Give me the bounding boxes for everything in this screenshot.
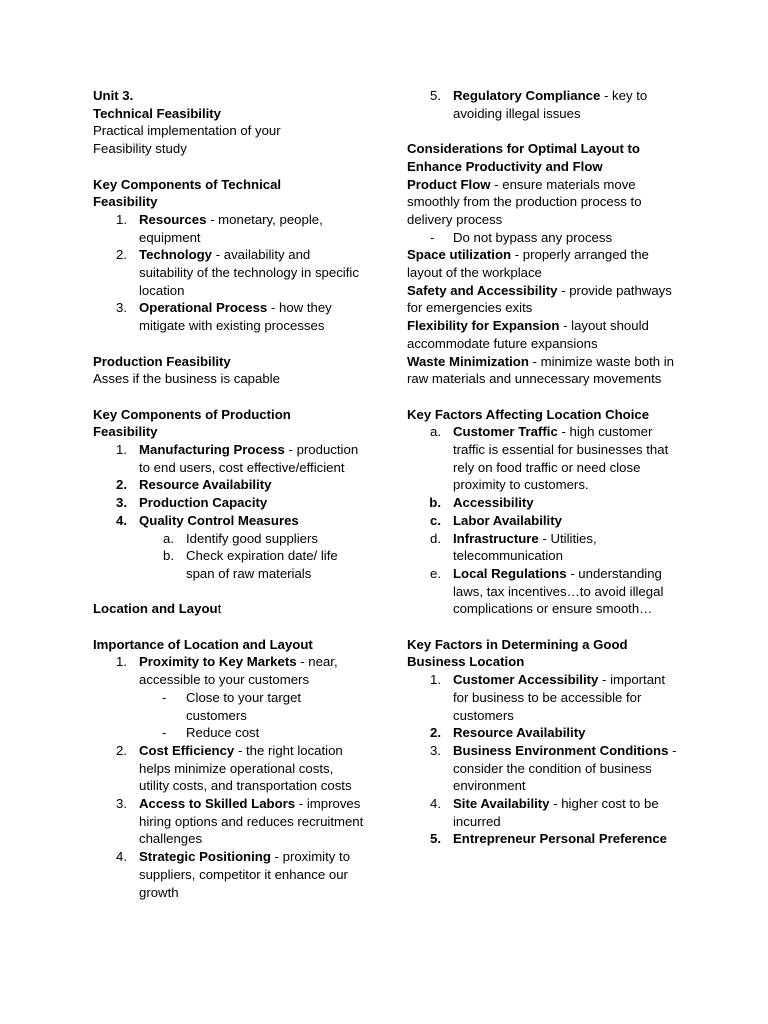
item-desc: - key to avoiding illegal issues [453, 88, 648, 121]
list-item: 4. Quality Control Measures [116, 512, 299, 528]
item-term: Production Capacity [139, 495, 268, 511]
item-term: Strategic Positioning [139, 849, 271, 865]
item-desc: - consider the condition of business environment [453, 742, 677, 794]
sub-list-item: b. Check expiration date/ life span of raw materials [163, 548, 338, 581]
list-item: 5. Entrepreneur Personal Preference [430, 831, 668, 847]
list-item: 2. Technology - availability and suitability of the technology in specific location [116, 247, 359, 298]
item-desc: - high customer traffic is essential for businesses that rely on food traffic or need close proximity to customers. [453, 424, 669, 493]
sub-list-item: - Reduce cost [162, 725, 260, 741]
key-prod-heading-line-2: Feasibility [93, 424, 158, 440]
unit-heading: Unit 3. [93, 88, 134, 103]
list-item: 3. Operational Process - how they mitigate with existing processes [116, 300, 332, 334]
item-desc: - near, accessible to your customers [139, 654, 338, 688]
item-desc: - production to end users, cost effective/efficient [139, 442, 359, 475]
item-term: Manufacturing Process [139, 442, 285, 458]
consideration-item: Space utilization - properly arranged the layout of the workplace [407, 247, 649, 281]
list-item: 5. Regulatory Compliance - key to avoiding illegal issues [430, 88, 648, 121]
sub-list-item: - Do not bypass any process [430, 229, 613, 245]
key-tech-heading-line-1: Key Components of Technical [93, 176, 282, 192]
consideration-item: Safety and Accessibility - provide pathways for emergencies exits [407, 282, 672, 316]
item-desc: - understanding laws, tax incentives…to avoid illegal complications or ensure smooth… [453, 565, 664, 617]
sub-item-text: Close to your target customers [186, 689, 302, 723]
list-item: e. Local Regulations - understanding laws, tax incentives…to avoid illegal complications or ensure smooth… [430, 565, 664, 617]
factors-heading: Key Factors Affecting Location Choice [407, 406, 650, 422]
consideration-item: Waste Minimization - minimize waste both in raw materials and unnecessary movements [407, 353, 674, 387]
item-term: Resource Availability [139, 477, 272, 493]
item-desc: - important for business to be accessible for customers [453, 672, 666, 723]
item-term: Site Availability [453, 796, 550, 812]
item-term: Regulatory Compliance [453, 88, 601, 103]
item-term: Entrepreneur Personal Preference [453, 831, 668, 847]
production-feasibility-desc: Asses if the business is capable [93, 371, 280, 387]
sub-item-text: Reduce cost [186, 725, 260, 741]
technical-feasibility-desc-line-1: Practical implementation of your [93, 123, 281, 139]
item-term: Resource Availability [453, 725, 586, 741]
list-item: c. Labor Availability [430, 512, 562, 528]
list-item: 1. Manufacturing Process - production to end users, cost effective/efficient [116, 442, 359, 475]
list-item: 3. Access to Skilled Labors - improves hiring options and reduces recruitment challenges [116, 796, 364, 847]
technical-feasibility-heading: Technical Feasibility [93, 105, 222, 121]
location-layout-heading: Location and Layout [93, 601, 222, 617]
list-item: 3. Business Environment Conditions - consider the condition of business environment [430, 742, 677, 794]
item-term: Accessibility [453, 495, 534, 511]
right-column [407, 87, 682, 848]
item-desc: - proximity to suppliers, competitor it enhance our growth [139, 849, 351, 900]
list-item: 2. Resource Availability [430, 725, 586, 741]
item-desc: - improves hiring options and reduces recruitment challenges [139, 796, 364, 847]
consideration-item: Flexibility for Expansion - layout should accommodate future expansions [407, 318, 649, 351]
item-term: Technology [139, 247, 213, 263]
item-term: Proximity to Key Markets [139, 654, 297, 670]
list-item: d. Infrastructure - Utilities, telecommunication [430, 530, 597, 564]
item-desc: - monetary, people, equipment [139, 211, 323, 245]
sub-list-item: - Close to your target customers [162, 689, 302, 723]
item-desc: - how they mitigate with existing processes [139, 300, 332, 334]
item-term: Customer Accessibility [453, 672, 599, 688]
list-item: 1. Customer Accessibility - important for business to be accessible for customers [430, 672, 666, 723]
item-term: Customer Traffic [453, 424, 558, 440]
list-item: 2. Resource Availability [116, 477, 272, 493]
list-item: a. Customer Traffic - high customer traffic is essential for businesses that rely on food traffic or need close proximity to customers. [430, 424, 669, 493]
sub-item-text: Do not bypass any process [453, 229, 613, 245]
item-term: Operational Process [139, 300, 268, 316]
sub-item-text: Identify good suppliers [186, 530, 318, 546]
item-term: Resources [139, 211, 207, 227]
item-desc: - the right location helps minimize operational costs, utility costs, and transportation costs [139, 742, 352, 794]
sub-item-text: Check expiration date/ life span of raw materials [186, 548, 338, 581]
considerations-heading: Considerations for Optimal Layout to Enhance Productivity and Flow [407, 141, 640, 174]
item-desc: - higher cost to be incurred [453, 796, 659, 829]
list-item: 4. Site Availability - higher cost to be incurred [430, 796, 659, 829]
good-location-heading: Key Factors in Determining a Good Business Location [407, 636, 628, 670]
consideration-item: Product Flow - ensure materials move smoothly from the production process to delivery process [407, 176, 642, 227]
sub-list-item: a. Identify good suppliers [163, 530, 318, 546]
item-term: Access to Skilled Labors [139, 796, 296, 812]
list-item: 3. Production Capacity [116, 495, 268, 511]
technical-feasibility-desc-line-2: Feasibility study [93, 141, 187, 157]
item-term: Labor Availability [453, 512, 562, 528]
list-item: 1. Proximity to Key Markets - near, accessible to your customers [116, 654, 338, 688]
list-item: 2. Cost Efficiency - the right location helps minimize operational costs, utility costs, and transportation costs [116, 742, 352, 794]
key-prod-heading-line-1: Key Components of Production [93, 406, 291, 422]
item-term: Quality Control Measures [139, 512, 299, 528]
left-column [93, 87, 365, 901]
item-term: Business Environment Conditions [453, 742, 669, 758]
item-desc: - availability and suitability of the technology in specific location [139, 247, 359, 298]
item-term: Cost Efficiency [139, 742, 235, 758]
list-item: 4. Strategic Positioning - proximity to suppliers, competitor it enhance our growth [116, 849, 351, 900]
item-desc: - Utilities, telecommunication [453, 530, 597, 564]
item-term: Local Regulations [453, 565, 567, 581]
importance-heading: Importance of Location and Layout [93, 636, 313, 652]
list-item: b. Accessibility [429, 495, 534, 511]
production-feasibility-heading: Production Feasibility [93, 353, 231, 369]
list-item: 1. Resources - monetary, people, equipment [116, 211, 323, 245]
key-tech-heading-line-2: Feasibility [93, 194, 158, 210]
item-term: Infrastructure [453, 530, 539, 546]
